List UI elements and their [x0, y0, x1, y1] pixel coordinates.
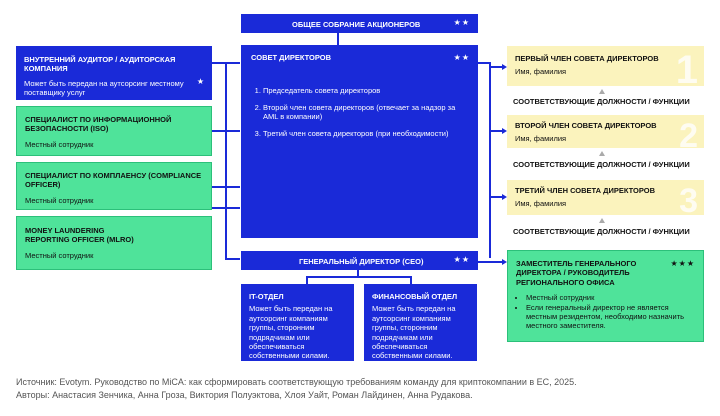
connector-member1	[489, 66, 503, 68]
infosec-title: СПЕЦИАЛИСТ ПО ИНФОРМАЦИОННОЙ БЕЗОПАСНОСТИ (ISO)	[25, 115, 172, 134]
member-box-2	[507, 115, 704, 155]
footer-source: Источник: Evotym. Руководство по MiCA: как сформировать соответствующую требованиям команду для криптокомпании в ЕС, 2025.	[16, 377, 577, 387]
ceo-box	[241, 251, 478, 270]
finance-note: Может быть передан на аутсорсинг компаниям группы, сторонним подрядчикам или обеспечиваться собственными силами.	[372, 304, 456, 361]
connector-ceo-branch	[306, 276, 412, 278]
compliance-note: Местный сотрудник	[25, 195, 94, 205]
deputy-title: ЗАМЕСТИТЕЛЬ ГЕНЕРАЛЬНОГО ДИРЕКТОРА / РУКОВОДИТЕЛЬ РЕГИОНАЛЬНОГО ОФИСА	[516, 259, 637, 287]
member-box-3	[507, 180, 704, 220]
connector-member2	[489, 130, 503, 132]
infosec-box	[16, 106, 212, 156]
connector-auditor	[212, 62, 240, 64]
arrow-up-functions-3	[599, 218, 605, 223]
member-title: ПЕРВЫЙ ЧЛЕН СОВЕТА ДИРЕКТОРОВ	[515, 54, 659, 63]
connector-infosec	[212, 130, 240, 132]
ceo-title: ГЕНЕРАЛЬНЫЙ ДИРЕКТОР (CEO)	[299, 257, 424, 266]
auditor-star: ★	[196, 77, 204, 86]
connector-mlro	[212, 207, 240, 209]
deputy-list	[516, 293, 695, 331]
member-number: 1	[675, 48, 698, 92]
member-number: 2	[679, 117, 698, 155]
connector-right-trunk	[489, 62, 491, 258]
connector-board-right	[478, 62, 491, 64]
footer-authors: Авторы: Анастасия Зенчика, Анна Гроза, Виктория Полуэктова, Хлоя Уайт, Роман Лайдинен, Анна Рудакова.	[16, 390, 473, 400]
connector-left-trunk	[225, 62, 227, 258]
compliance-title: СПЕЦИАЛИСТ ПО КОМПЛАЕНСУ (COMPLIANCE OFFICER)	[25, 171, 202, 190]
functions-label-3: СООТВЕТСТВУЮЩИЕ ДОЛЖНОСТИ / ФУНКЦИИ	[513, 227, 690, 236]
functions-label-1: СООТВЕТСТВУЮЩИЕ ДОЛЖНОСТИ / ФУНКЦИИ	[513, 97, 690, 106]
infosec-note: Местный сотрудник	[25, 139, 94, 149]
board-list	[251, 86, 468, 138]
connector-ceo-left	[225, 258, 240, 260]
connector-finance	[410, 276, 412, 284]
member-name: Имя, фамилия	[515, 199, 567, 209]
auditor-title: ВНУТРЕННИЙ АУДИТОР / АУДИТОРСКАЯ КОМПАНИЯ	[24, 55, 176, 74]
shareholders-stars: ★★	[453, 18, 470, 27]
compliance-box	[16, 162, 212, 210]
arrow-up-functions-1	[599, 89, 605, 94]
auditor-box	[16, 46, 212, 100]
it-title: IT-ОТДЕЛ	[249, 292, 284, 301]
auditor-note: Может быть передан на аутсорсинг местному поставщику услуг	[24, 78, 184, 98]
it-note: Может быть передан на аутсорсинг компаниям группы, сторонним подрядчикам или обеспечиваться собственными силами.	[249, 304, 333, 361]
connector-deputy	[478, 261, 502, 263]
board-title: СОВЕТ ДИРЕКТОРОВ	[251, 53, 332, 62]
deputy-item: • Местный сотрудник	[526, 293, 695, 302]
mlro-note: Местный сотрудник	[25, 250, 94, 260]
ceo-stars: ★★	[453, 255, 470, 264]
it-box	[241, 284, 354, 361]
mlro-title: MONEY LAUNDERING REPORTING OFFICER (MLRO)	[25, 226, 134, 245]
connector-member3	[489, 196, 503, 198]
board-stars: ★★	[453, 53, 470, 62]
board-item: 2. Второй член совета директоров (отвечает за надзор за AML в компании)	[263, 103, 468, 122]
connector-it	[306, 276, 308, 284]
connector-compliance	[212, 186, 240, 188]
deputy-stars: ★★★	[670, 259, 695, 268]
member-number: 3	[679, 182, 698, 220]
deputy-item: • Если генеральный директор не является местным резидентом, необходимо назначить местного заместителя.	[526, 303, 695, 331]
member-title: ВТОРОЙ ЧЛЕН СОВЕТА ДИРЕКТОРОВ	[515, 121, 657, 130]
mlro-box	[16, 216, 212, 270]
finance-title: ФИНАНСОВЫЙ ОТДЕЛ	[372, 292, 458, 301]
functions-label-2: СООТВЕТСТВУЮЩИЕ ДОЛЖНОСТИ / ФУНКЦИИ	[513, 160, 690, 169]
board-box	[241, 45, 478, 238]
member-name: Имя, фамилия	[515, 134, 567, 144]
board-item: 1. Председатель совета директоров	[263, 86, 468, 95]
member-box-1	[507, 46, 704, 92]
member-name: Имя, фамилия	[515, 67, 567, 77]
board-item: 3. Третий член совета директоров (при необходимости)	[263, 129, 468, 138]
deputy-box	[507, 250, 704, 342]
member-title: ТРЕТИЙ ЧЛЕН СОВЕТА ДИРЕКТОРОВ	[515, 186, 656, 195]
finance-box	[364, 284, 477, 361]
arrow-up-functions-2	[599, 151, 605, 156]
shareholders-box	[241, 14, 478, 33]
shareholders-title: ОБЩЕЕ СОБРАНИЕ АКЦИОНЕРОВ	[292, 20, 421, 29]
connector-shareholders-board	[337, 33, 339, 45]
